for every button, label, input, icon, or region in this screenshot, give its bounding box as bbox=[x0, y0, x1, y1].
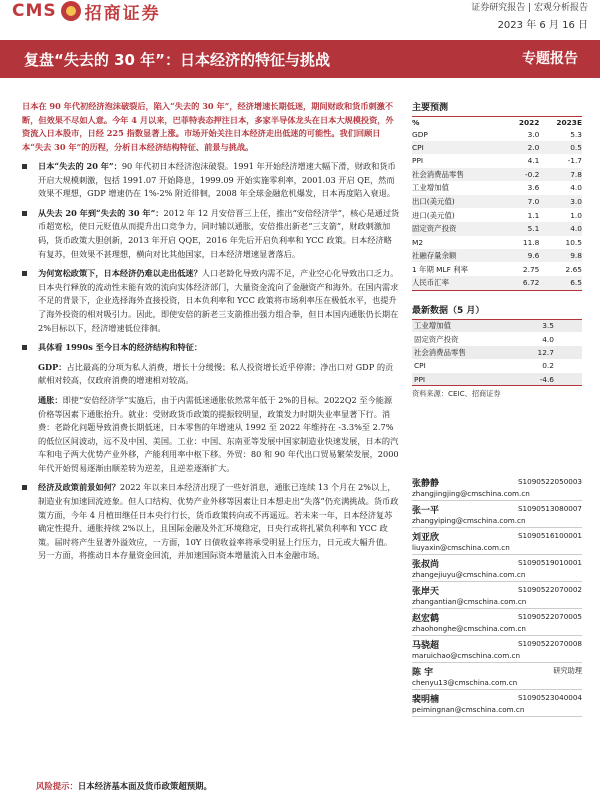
table-row bbox=[412, 141, 582, 154]
analyst-name: 刘亚欣 bbox=[412, 533, 440, 543]
risk-label: 风险提示： bbox=[36, 781, 78, 791]
analyst-name: 裴明楠 bbox=[412, 695, 440, 705]
latest-title: 最新数据（5 月） bbox=[412, 305, 485, 316]
analyst-entry bbox=[412, 690, 582, 717]
bullet-lead: 日本“失去的 20 年”： bbox=[38, 161, 122, 171]
indicator-name: 进口(美元值) bbox=[412, 210, 455, 220]
indicator-name: 出口(美元值) bbox=[412, 195, 505, 209]
indicator-value: 3.5 bbox=[505, 319, 582, 332]
forecast-table bbox=[412, 116, 582, 291]
indicator-name: 工业增加值 bbox=[412, 319, 505, 332]
table-header-row bbox=[412, 117, 582, 129]
indicator-name: 社会消费品零售 bbox=[412, 168, 505, 182]
indicator-value: 4.1 bbox=[527, 156, 540, 166]
table-row bbox=[412, 222, 582, 236]
bullet-lead: 从失去 20 年到“失去的 30 年”： bbox=[38, 207, 164, 218]
indicator-name: M2 bbox=[412, 237, 424, 247]
analyst-entry bbox=[412, 555, 582, 582]
analyst-email[interactable]: zhangantian@cmschina.com.cn bbox=[412, 597, 527, 606]
bullet-why-low bbox=[22, 267, 400, 335]
indicator-name: 人民币汇率 bbox=[412, 276, 505, 290]
bullet-square-icon bbox=[22, 211, 27, 216]
gdp-paragraph bbox=[22, 361, 400, 388]
indicator-value: 3.6 bbox=[527, 183, 540, 193]
table-row bbox=[412, 154, 582, 167]
indicator-value: 2.65 bbox=[565, 264, 582, 274]
indicator-name: 工业增加值 bbox=[412, 183, 449, 193]
analyst-id: S1090519010001 bbox=[517, 558, 582, 567]
indicator-name: 固定资产投资 bbox=[414, 334, 459, 344]
indicator-value: 0.5 bbox=[539, 141, 582, 154]
indicator-value: 3.0 bbox=[539, 195, 582, 209]
analyst-id: S1090516100001 bbox=[517, 531, 582, 540]
table-row bbox=[412, 359, 582, 372]
analyst-id: S1090522050003 bbox=[517, 477, 582, 486]
indicator-name: 固定资产投资 bbox=[412, 222, 505, 236]
table-row bbox=[412, 208, 582, 222]
analyst-name: 张叔尚 bbox=[412, 560, 440, 570]
analyst-email[interactable]: zhangejiuyu@cmschina.com.cn bbox=[412, 570, 526, 579]
analyst-entry bbox=[412, 636, 582, 663]
report-title: 复盘“失去的 30 年”：日本经济的特征与挑战 bbox=[24, 51, 331, 69]
indicator-name: PPI bbox=[412, 373, 505, 386]
bullet-lost-30-years bbox=[22, 207, 400, 261]
analyst-entry bbox=[412, 609, 582, 636]
bullet-text: 2022 年以来日本经济出现了一些好消息，通胀已连续 13 个月在 2%以上，制造业有加速回流迹象。但人口结构、优势产业外移等因素让日本想走出“失落”仍充满挑战。货币政策方面，今年 4 月植田继任日本央行行长，货币政策转向或不再遥远。若未来一年，日本经济复苏确定性提升、通胀持续 2%以上，且国际金融及外汇环境稳定，日央行或将扎紧负利率和 YCC 政策。届时将产生显著外溢效应，一方面，10Y 日债收益率将承受明显上行压力，日元或大幅升值。另一方面，将推动日本存量资金回流，并加速国际资本增量流入日本金融市场。 bbox=[38, 482, 399, 561]
report-date: 2023 年 6 月 16 日 bbox=[497, 20, 588, 31]
main-content bbox=[22, 100, 400, 563]
indicator-value: -0.2 bbox=[505, 168, 539, 182]
indicator-name: 1 年期 MLF 利率 bbox=[412, 264, 469, 274]
bullet-lead: 具体看 1990s 至今日本的经济结构和特征： bbox=[38, 342, 203, 353]
indicator-value: 1.0 bbox=[570, 210, 582, 220]
indicator-name: 社会消费品零售 bbox=[412, 346, 505, 359]
indicator-value: 2.75 bbox=[522, 264, 540, 274]
logo-mark-icon bbox=[61, 1, 81, 21]
inflation-lead: 通胀： bbox=[38, 394, 63, 405]
indicator-value: 12.7 bbox=[505, 346, 582, 359]
table-row bbox=[412, 276, 582, 290]
gdp-text: 占比最高的分项为私人消费，增长十分缓慢；私人投资增长近乎停滞；净出口对 GDP 的贡献相对较高，仅政府消费的增速相对较高。 bbox=[38, 361, 394, 386]
table-row bbox=[412, 168, 582, 182]
indicator-value: 10.5 bbox=[565, 237, 582, 247]
analyst-entry bbox=[412, 474, 582, 501]
indicator-name: CPI bbox=[412, 141, 505, 154]
bullet-square-icon bbox=[22, 164, 27, 169]
analyst-id: S1090523040004 bbox=[517, 693, 582, 702]
analyst-name: 马骁超 bbox=[412, 641, 440, 651]
analyst-entry bbox=[412, 582, 582, 609]
indicator-value: 3.0 bbox=[527, 130, 540, 140]
bullet-square-icon bbox=[22, 485, 27, 490]
indicator-value: 4.0 bbox=[570, 183, 582, 193]
analyst-email[interactable]: zhangyiping@cmschina.com.cn bbox=[412, 516, 526, 525]
analyst-id: S1090522070005 bbox=[517, 612, 582, 621]
analyst-id: S1090522070008 bbox=[517, 639, 582, 648]
bullet-square-icon bbox=[22, 345, 27, 350]
indicator-name: PPI bbox=[412, 156, 424, 166]
table-header: 2022 bbox=[505, 117, 539, 129]
company-logo bbox=[12, 0, 161, 22]
latest-section bbox=[412, 303, 582, 400]
risk-warning bbox=[36, 780, 212, 792]
bullet-text: 90 年代初日本经济泡沫破裂。1991 年开始经济增速大幅下滑，财政和货币开启大规模刺激，包括 1991.07 开始降息，1999.09 开始实施零利率，2001.03 开启 QE，然而效果不理想，GDP 增速仍在 1%-2% 附近徘徊，2008 年全球金融危机爆发，日本再度陷入衰退。 bbox=[38, 161, 396, 199]
table-row bbox=[412, 346, 582, 359]
table-row bbox=[412, 236, 582, 249]
inflation-paragraph bbox=[22, 394, 400, 476]
analyst-list bbox=[412, 474, 582, 717]
inflation-text: 即使“安倍经济学”实施后，由于内需低迷通胀依然常年低于 2%的目标。2022Q2 至今能源价格等因素下通胀抬升。就业：受财政货币政策的提振较明显，政策发力时期失业率显著下行。消费：老龄化问题导致消费长期低迷，日本零售的年增速从 1992 至 2022 年维持在 -3.3%至 2.7%的低位区间波动，远不及中国、美国。工业：中国、东南亚等发展中国家制造业快速发展，日本的汽车和电子两大优势产业外移，产能利用率中枢下移。外贸：80 和 90 年代出口贸易繁荣发展，2000 年代开始贸易逐渐由顺差转为逆差，且逆差逐渐扩大。 bbox=[38, 394, 399, 473]
summary-paragraph: 日本在 90 年代初经济泡沫破裂后，陷入“失去的 30 年”，经济增速长期低迷，期间财政和货币刺激不断，但效果不尽如人意。今年 4 月以来，巴菲特表态押注日本，多家半导体龙头在日本大规模投资，外资流入日本股市，日经 225 指数显著上涨。市场开始关注日本经济走出低迷的可能性。我们回顾日本“失去 30 年”的历程，分析日本经济结构特征、前景与挑战。 bbox=[22, 101, 394, 152]
analyst-email[interactable]: zhaohonghe@cmschina.com.cn bbox=[412, 624, 526, 633]
logo-text-en: CMS bbox=[12, 1, 57, 21]
analyst-id: S1090522070002 bbox=[517, 585, 582, 594]
analyst-id: 研究助理 bbox=[553, 666, 582, 675]
indicator-name: GDP bbox=[412, 130, 428, 140]
bullet-text: 人口老龄化导致内需不足，产业空心化导致出口乏力。日本央行释放的流动性未能有效的流向实体经济部门，大量资金流向了金融资产和海外。在国内需求不足的背景下，企业选择海外直接投资，日本负利率和 YCC 政策将市场利率压在极低水平，也提升了海外投资的相对吸引力。因此，即使安倍的新老三支箭推出强力组合拳，但日本国内通胀仍长期在 2%目标以下，经济增速低位徘徊。 bbox=[38, 268, 399, 333]
indicator-value: -4.6 bbox=[505, 373, 582, 386]
indicator-value: 0.2 bbox=[542, 361, 554, 371]
table-row bbox=[412, 128, 582, 141]
indicator-value: 2.0 bbox=[505, 141, 539, 154]
indicator-value: 5.3 bbox=[570, 130, 582, 140]
indicator-name: CPI bbox=[414, 361, 426, 371]
bullet-lead: 为何宽松政策下，日本经济仍难以走出低迷？ bbox=[38, 268, 202, 279]
bullet-lost-20-years bbox=[22, 160, 400, 201]
indicator-value: 7.0 bbox=[505, 195, 539, 209]
analyst-name: 张静静 bbox=[412, 479, 440, 489]
bullet-text: 2012 年 12 月安倍晋三上任，推出“安倍经济学”，核心是通过货币超宽松，使日元贬值从而提升出口竞争力，同时辅以通胀，安倍推出新老“三支箭”，财政刺激加码，货币政策大胆创新，2013 年开启 QQE，2016 年先后开启负利率和 YCC 政策。日本经济略有复苏，但效果不甚理想，横向对比其他国家，日本经济增速显著落后。 bbox=[38, 207, 400, 259]
report-type: 证券研究报告 | 宏观分析报告 bbox=[471, 3, 588, 13]
analyst-name: 陈 宇 bbox=[412, 668, 434, 678]
indicator-value: 11.8 bbox=[522, 237, 540, 247]
indicator-value: 9.6 bbox=[505, 249, 539, 263]
table-row bbox=[412, 262, 582, 276]
analyst-email[interactable]: peimingnan@cmschina.com.cn bbox=[412, 705, 525, 714]
table-row bbox=[412, 195, 582, 209]
risk-text: 日本经济基本面及货币政策超预期。 bbox=[77, 781, 212, 791]
sidebar bbox=[412, 100, 582, 399]
table-row bbox=[412, 249, 582, 263]
indicator-value: 6.72 bbox=[505, 276, 539, 290]
gdp-lead: GDP： bbox=[38, 361, 67, 372]
analyst-email[interactable]: chenyu13@cmschina.com.cn bbox=[412, 678, 518, 687]
indicator-value: 4.0 bbox=[539, 222, 582, 236]
bullet-structure bbox=[22, 341, 400, 355]
bullet-lead: 经济及政策前景如何？ bbox=[38, 482, 120, 493]
analyst-email[interactable]: maruichao@cmschina.com.cn bbox=[412, 651, 520, 660]
bullet-square-icon bbox=[22, 271, 27, 276]
table-header: % bbox=[412, 117, 505, 129]
analyst-name: 张一平 bbox=[412, 506, 440, 516]
report-tag: 专题报告 bbox=[522, 51, 578, 67]
bullet-outlook bbox=[22, 481, 400, 563]
table-row bbox=[412, 332, 582, 345]
indicator-value: 9.8 bbox=[539, 249, 582, 263]
logo-text-cn: 招商证券 bbox=[84, 3, 161, 24]
report-meta bbox=[471, 0, 588, 31]
analyst-entry bbox=[412, 663, 582, 690]
indicator-value: 6.5 bbox=[539, 276, 582, 290]
data-source: 资料来源：CEIC、招商证券 bbox=[412, 389, 501, 399]
analyst-email[interactable]: liuyaxin@cmschina.com.cn bbox=[412, 543, 510, 552]
analyst-name: 赵宏鹤 bbox=[412, 614, 440, 624]
indicator-value: 4.0 bbox=[542, 334, 554, 344]
analyst-email[interactable]: zhangjingjing@cmschina.com.cn bbox=[412, 489, 530, 498]
indicator-value: 1.1 bbox=[527, 210, 540, 220]
analyst-id: S1090513080007 bbox=[517, 504, 582, 513]
latest-table bbox=[412, 319, 582, 387]
table-row bbox=[412, 373, 582, 386]
table-row bbox=[412, 181, 582, 195]
indicator-value: 7.8 bbox=[539, 168, 582, 182]
analyst-entry bbox=[412, 501, 582, 528]
indicator-value: 5.1 bbox=[505, 222, 539, 236]
analyst-name: 张岸天 bbox=[412, 587, 440, 597]
analyst-entry bbox=[412, 528, 582, 555]
indicator-value: -1.7 bbox=[567, 156, 582, 166]
table-row bbox=[412, 319, 582, 332]
table-header: 2023E bbox=[539, 117, 582, 129]
forecast-title: 主要预测 bbox=[412, 103, 449, 113]
indicator-name: 社融存量余额 bbox=[412, 249, 505, 263]
